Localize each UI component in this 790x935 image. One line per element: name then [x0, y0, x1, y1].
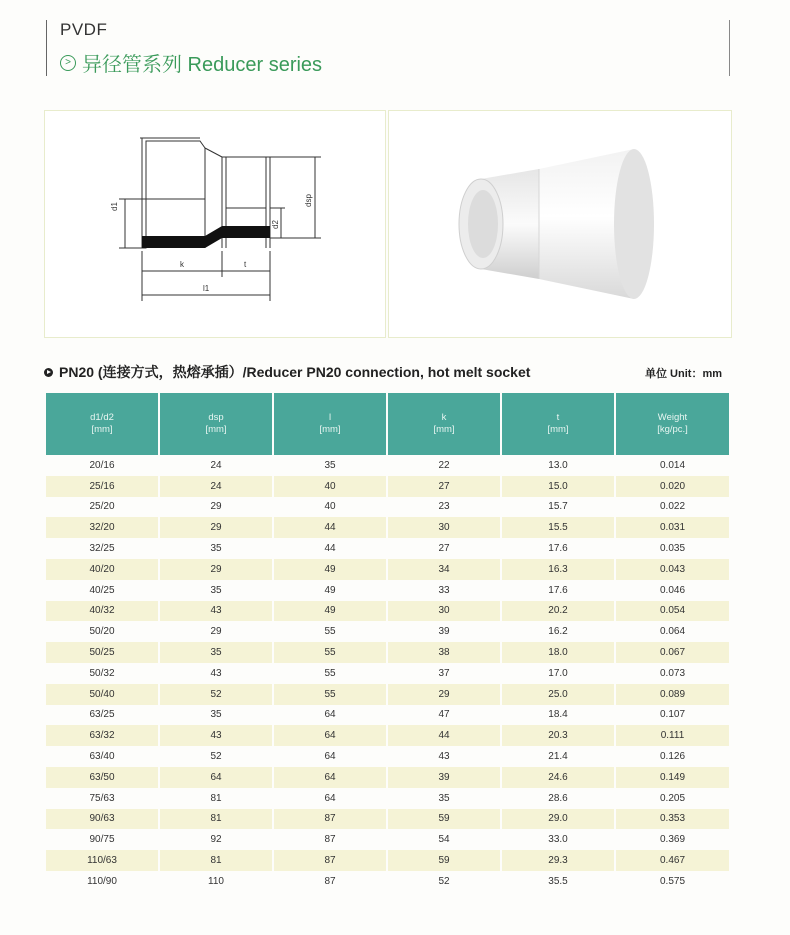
table-cell: 0.111 — [616, 725, 729, 746]
table-cell: 25/20 — [89, 501, 115, 513]
table-cell: 0.107 — [659, 709, 686, 721]
table-row — [46, 538, 729, 559]
table-cell: 0.073 — [659, 667, 686, 679]
table-cell: 54 — [438, 834, 450, 846]
table-cell: 35 — [210, 584, 222, 596]
table-cell: 64 — [324, 709, 336, 721]
header-divider-right — [729, 20, 730, 76]
table-cell: 13.0 — [548, 459, 568, 471]
table-cell: 40/25 — [89, 584, 115, 596]
table-cell: 34 — [388, 559, 500, 580]
table-body — [46, 455, 729, 892]
table-cell: 0.149 — [616, 767, 729, 788]
table-cell: 39 — [388, 767, 500, 788]
table-cell: 16.2 — [548, 626, 568, 638]
table-cell: 0.064 — [659, 626, 686, 638]
column-header-unit: [mm] — [547, 424, 569, 435]
product-photo-panel — [388, 110, 732, 338]
table-cell: 24.6 — [502, 767, 614, 788]
table-cell: 27 — [438, 543, 450, 555]
table-cell: 49 — [274, 601, 386, 622]
table-cell: 81 — [160, 809, 272, 830]
table-cell: 23 — [438, 501, 450, 513]
header-row — [46, 393, 729, 455]
table-cell: 0.126 — [659, 751, 686, 763]
table-cell: 29 — [160, 517, 272, 538]
table-cell: 37 — [438, 667, 450, 679]
table-cell: 30 — [388, 517, 500, 538]
table-cell: 40/20 — [46, 559, 158, 580]
table-cell: 43 — [210, 667, 222, 679]
circle-arrow-icon: > — [60, 55, 76, 71]
table-cell: 52 — [438, 875, 450, 887]
table-row — [46, 580, 729, 601]
table-cell: 55 — [274, 684, 386, 705]
table-cell: 22 — [438, 459, 450, 471]
technical-drawing-panel — [44, 110, 386, 338]
table-cell: 0.369 — [659, 834, 686, 846]
reducer-spec-table — [44, 393, 731, 892]
table-cell: 0.089 — [616, 684, 729, 705]
table-cell: 90/75 — [89, 834, 115, 846]
column-header-name: dsp — [208, 412, 224, 423]
brand-label: PVDF — [60, 20, 108, 39]
table-cell: 29 — [210, 626, 222, 638]
table-cell: 87 — [274, 809, 386, 830]
section-title — [44, 362, 530, 382]
column-header-unit: [mm] — [205, 424, 227, 435]
table-cell: 38 — [388, 642, 500, 663]
table-cell: 15.7 — [548, 501, 568, 513]
table-cell: 64 — [274, 725, 386, 746]
table-row — [46, 705, 729, 726]
column-header-name: Weight — [657, 412, 688, 423]
table-cell: 92 — [210, 834, 222, 846]
table-cell: 18.0 — [502, 642, 614, 663]
table-cell: 64 — [324, 751, 336, 763]
table-cell: 0.046 — [659, 584, 686, 596]
table-cell: 49 — [274, 559, 386, 580]
table-header — [46, 393, 729, 455]
column-header — [46, 393, 158, 455]
table-row — [46, 725, 729, 746]
table-cell: 90/63 — [46, 809, 158, 830]
table-cell: 81 — [160, 850, 272, 871]
table-cell: 50/25 — [46, 642, 158, 663]
label-d1: d1 — [110, 202, 119, 211]
table-row — [46, 559, 729, 580]
column-header-unit: [mm] — [91, 424, 113, 435]
table-row — [46, 455, 729, 476]
table-cell: 17.6 — [548, 584, 568, 596]
table-cell: 64 — [274, 767, 386, 788]
table-cell: 20.2 — [502, 601, 614, 622]
table-cell: 87 — [324, 834, 336, 846]
table-cell: 50/20 — [89, 626, 115, 638]
column-header — [616, 393, 729, 455]
table-row — [46, 684, 729, 705]
table-cell: 32/25 — [89, 543, 115, 555]
table-cell: 24 — [160, 476, 272, 497]
table-cell: 28.6 — [548, 792, 568, 804]
table-cell: 0.022 — [659, 501, 686, 513]
table-cell: 35 — [210, 543, 222, 555]
table-cell: 52 — [210, 751, 222, 763]
table-cell: 87 — [324, 875, 336, 887]
table-cell: 35 — [438, 792, 450, 804]
table-cell: 50/32 — [89, 667, 115, 679]
table-cell: 63/25 — [89, 709, 115, 721]
table-cell: 0.054 — [616, 601, 729, 622]
reducer-product-image — [389, 111, 731, 337]
table-cell: 81 — [210, 792, 222, 804]
column-header — [160, 393, 272, 455]
column-header-unit: [mm] — [433, 424, 455, 435]
column-header-name: l — [328, 412, 332, 423]
table-cell: 43 — [160, 601, 272, 622]
table-row — [46, 788, 729, 809]
table-cell: 110 — [208, 875, 224, 887]
table-cell: 0.353 — [616, 809, 729, 830]
table-cell: 44 — [324, 543, 336, 555]
table-cell: 0.020 — [616, 476, 729, 497]
table-cell: 44 — [388, 725, 500, 746]
table-row — [46, 850, 729, 871]
table-row — [46, 871, 729, 892]
label-k: k — [180, 260, 184, 269]
table-row — [46, 663, 729, 684]
table-cell: 52 — [160, 684, 272, 705]
column-header — [502, 393, 614, 455]
table-cell: 29.0 — [502, 809, 614, 830]
table-cell: 35 — [210, 709, 222, 721]
table-cell: 63/50 — [46, 767, 158, 788]
table-cell: 63/32 — [46, 725, 158, 746]
table-cell: 35 — [160, 642, 272, 663]
table-cell: 110/63 — [46, 850, 158, 871]
table-cell: 0.014 — [659, 459, 686, 471]
table-cell: 18.4 — [548, 709, 568, 721]
table-cell: 40/32 — [46, 601, 158, 622]
table-cell: 29.3 — [502, 850, 614, 871]
table-cell: 64 — [324, 792, 336, 804]
table-cell: 0.575 — [659, 875, 686, 887]
table-cell: 33.0 — [548, 834, 568, 846]
reducer-technical-drawing — [45, 111, 385, 337]
table-cell: 35 — [324, 459, 336, 471]
series-title-text: 异径管系列 Reducer series — [82, 54, 323, 76]
table-cell: 29 — [388, 684, 500, 705]
column-header — [274, 393, 386, 455]
table-cell: 43 — [160, 725, 272, 746]
table-cell: 15.5 — [502, 517, 614, 538]
table-cell: 30 — [388, 601, 500, 622]
table-cell: 47 — [438, 709, 450, 721]
header-divider-left — [46, 20, 47, 76]
table-cell: 32/20 — [46, 517, 158, 538]
table-row — [46, 829, 729, 850]
series-title — [60, 48, 322, 77]
table-cell: 40 — [274, 476, 386, 497]
table-cell: 44 — [274, 517, 386, 538]
table-cell: 29 — [160, 559, 272, 580]
label-l: l1 — [203, 284, 210, 293]
table-row — [46, 621, 729, 642]
table-cell: 21.4 — [548, 751, 568, 763]
table-cell: 55 — [274, 642, 386, 663]
table-cell: 49 — [324, 584, 336, 596]
table-row — [46, 809, 729, 830]
table-row — [46, 517, 729, 538]
table-row — [46, 476, 729, 497]
table-cell: 20/16 — [89, 459, 115, 471]
table-cell: 27 — [388, 476, 500, 497]
column-header-name: d1/d2 — [90, 412, 114, 423]
table-cell: 0.205 — [659, 792, 686, 804]
table-cell: 87 — [274, 850, 386, 871]
table-cell: 50/40 — [46, 684, 158, 705]
column-header — [388, 393, 500, 455]
table-cell: 64 — [160, 767, 272, 788]
table-cell: 29 — [210, 501, 222, 513]
table-cell: 110/90 — [87, 875, 117, 887]
table-row — [46, 767, 729, 788]
table-cell: 20.3 — [502, 725, 614, 746]
table-cell: 15.0 — [502, 476, 614, 497]
column-header-name: k — [441, 412, 447, 423]
table-cell: 59 — [388, 850, 500, 871]
table-cell: 25.0 — [502, 684, 614, 705]
table-cell: 40 — [324, 501, 336, 513]
table-cell: 63/40 — [89, 751, 115, 763]
table-cell: 0.035 — [659, 543, 686, 555]
table-cell: 39 — [438, 626, 450, 638]
label-t: t — [244, 260, 247, 269]
table-cell: 0.467 — [616, 850, 729, 871]
table-cell: 16.3 — [502, 559, 614, 580]
table-cell: 33 — [438, 584, 450, 596]
table-cell: 0.031 — [616, 517, 729, 538]
table-cell: 75/63 — [89, 792, 115, 804]
table-cell: 35.5 — [548, 875, 568, 887]
table-row — [46, 497, 729, 518]
column-header-unit: [kg/pc.] — [657, 424, 688, 435]
table-cell: 0.043 — [616, 559, 729, 580]
label-dsp: dsp — [304, 194, 313, 207]
table-cell: 59 — [388, 809, 500, 830]
unit-label: 单位 Unit：mm — [645, 368, 722, 380]
column-header-unit: [mm] — [319, 424, 341, 435]
table-cell: 55 — [324, 667, 336, 679]
table-row — [46, 746, 729, 767]
table-cell: 24 — [210, 459, 222, 471]
table-cell: 0.067 — [616, 642, 729, 663]
section-title-text: PN20 (连接方式，热熔承插）/Reducer PN20 connection, hot melt socket — [59, 364, 531, 380]
table-cell: 17.6 — [548, 543, 568, 555]
table-cell: 55 — [324, 626, 336, 638]
table-row — [46, 642, 729, 663]
label-d2: d2 — [271, 220, 280, 229]
table-cell: 43 — [438, 751, 450, 763]
table-cell: 25/16 — [46, 476, 158, 497]
bullet-arrow-icon — [44, 368, 53, 377]
table-cell: 17.0 — [548, 667, 568, 679]
column-header-name: t — [556, 412, 560, 423]
table-row — [46, 601, 729, 622]
